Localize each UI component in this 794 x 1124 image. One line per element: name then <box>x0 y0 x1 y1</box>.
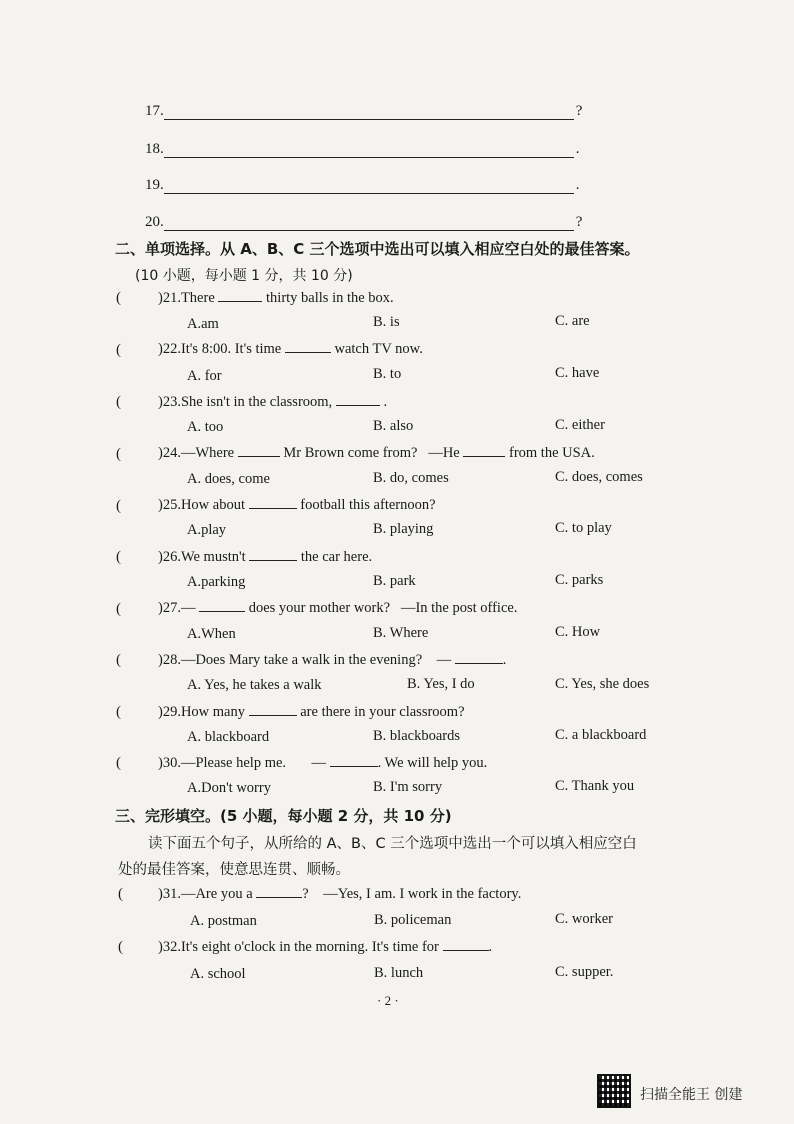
option-a[interactable]: A. does, come <box>187 471 270 487</box>
answer-line-20[interactable] <box>145 213 582 231</box>
answer-line-end: ? <box>575 103 583 119</box>
option-c[interactable]: C. How <box>555 624 601 640</box>
option-c[interactable]: C. a blackboard <box>555 727 647 743</box>
question-stem: Mr Brown come from? <box>283 445 418 461</box>
question-stem: . <box>502 652 507 668</box>
answer-paren[interactable]: ( <box>116 755 121 771</box>
blank[interactable] <box>443 938 489 951</box>
question-stem: thirty balls in the box. <box>266 290 394 306</box>
question-stem: )32.It's eight o'clock in the morning. It's time for <box>158 939 439 955</box>
blank[interactable] <box>336 393 380 406</box>
question-stem: )29.How many <box>158 704 245 720</box>
question-stem: )25.How about <box>158 497 245 513</box>
scanner-watermark: 扫描全能王 创建 <box>640 1087 743 1103</box>
option-a[interactable]: A. postman <box>190 913 257 929</box>
section3-title: 三、完形填空。(5 小题，每小题 2 分，共 10 分) <box>115 807 452 825</box>
answer-paren[interactable]: ( <box>116 342 121 358</box>
blank[interactable] <box>256 885 302 898</box>
question-stem: watch TV now. <box>334 341 423 357</box>
question-31 <box>158 885 521 903</box>
option-c[interactable]: C. worker <box>555 911 613 927</box>
answer-rule <box>164 143 574 158</box>
question-stem: — <box>311 755 326 771</box>
blank[interactable] <box>199 599 245 612</box>
option-b[interactable]: B. do, comes <box>373 470 449 486</box>
answer-paren[interactable]: ( <box>118 886 123 902</box>
section3-instruction-line2: 处的最佳答案，使意思连贯、顺畅。 <box>118 862 350 878</box>
option-b[interactable]: B. policeman <box>374 912 452 928</box>
option-b[interactable]: B. Where <box>373 625 429 641</box>
option-c[interactable]: C. does, comes <box>555 469 643 485</box>
section2-subtitle: (10 小题，每小题 1 分，共 10 分) <box>135 268 353 284</box>
option-a[interactable]: A. school <box>190 966 246 982</box>
answer-paren[interactable]: ( <box>116 290 121 306</box>
option-b[interactable]: B. park <box>373 573 416 589</box>
blank[interactable] <box>285 340 331 353</box>
answer-rule <box>164 216 574 231</box>
question-stem: )22.It's 8:00. It's time <box>158 341 282 357</box>
option-b[interactable]: B. lunch <box>374 965 424 981</box>
option-c[interactable]: C. Yes, she does <box>555 676 650 692</box>
answer-paren[interactable]: ( <box>118 939 123 955</box>
question-24 <box>158 444 595 462</box>
question-28 <box>158 651 506 669</box>
option-c[interactable]: C. have <box>555 365 600 381</box>
option-a[interactable]: A. Yes, he takes a walk <box>187 677 322 693</box>
question-30 <box>158 754 487 772</box>
answer-paren[interactable]: ( <box>116 704 121 720</box>
question-29 <box>158 703 465 721</box>
option-c[interactable]: C. either <box>555 417 605 433</box>
option-a[interactable]: A.play <box>187 522 227 538</box>
answer-rule <box>164 179 574 194</box>
answer-line-end: . <box>575 177 580 193</box>
answer-line-18[interactable] <box>145 140 580 158</box>
question-23 <box>158 393 387 411</box>
blank[interactable] <box>249 496 297 509</box>
question-22 <box>158 340 423 358</box>
option-a[interactable]: A.Don't worry <box>187 780 271 796</box>
blank[interactable] <box>463 444 505 457</box>
answer-line-19[interactable] <box>145 176 580 194</box>
question-26 <box>158 548 372 566</box>
question-25 <box>158 496 436 514</box>
option-c[interactable]: C. parks <box>555 572 604 588</box>
answer-line-end: ? <box>575 214 583 230</box>
option-c[interactable]: C. are <box>555 313 590 329</box>
question-stem: )28.—Does Mary take a walk in the evening? <box>158 652 423 668</box>
qr-code-icon <box>597 1074 631 1108</box>
option-c[interactable]: C. supper. <box>555 964 614 980</box>
option-b[interactable]: B. also <box>373 418 414 434</box>
question-stem: — <box>436 652 452 668</box>
question-stem: ? <box>302 886 309 902</box>
question-stem: )27.— <box>158 600 196 616</box>
question-32 <box>158 938 492 956</box>
question-stem: )30.—Please help me. <box>158 755 287 771</box>
option-b[interactable]: B. Yes, I do <box>407 676 475 692</box>
answer-line-number: 20. <box>145 214 164 230</box>
section3-instruction-line1: 读下面五个句子，从所给的 A、B、C 三个选项中选出一个可以填入相应空白 <box>148 836 637 852</box>
question-stem: )23.She isn't in the classroom, <box>158 394 333 410</box>
option-c[interactable]: C. Thank you <box>555 778 635 794</box>
answer-line-number: 18. <box>145 141 164 157</box>
answer-line-number: 17. <box>145 103 164 119</box>
option-a[interactable]: A. too <box>187 419 224 435</box>
question-stem: )21.There <box>158 290 215 306</box>
option-b[interactable]: B. I'm sorry <box>373 779 443 795</box>
answer-paren[interactable]: ( <box>116 394 121 410</box>
question-stem: . <box>488 939 493 955</box>
answer-paren[interactable]: ( <box>116 498 121 514</box>
option-a[interactable]: A. blackboard <box>187 729 270 745</box>
blank[interactable] <box>330 754 378 767</box>
question-stem: the car here. <box>300 549 373 565</box>
question-stem: )26.We mustn't <box>158 549 246 565</box>
question-stem: )31.—Are you a <box>158 886 253 902</box>
question-stem: —In the post office. <box>400 600 518 616</box>
blank[interactable] <box>218 289 262 302</box>
blank[interactable] <box>238 444 280 457</box>
question-stem: football this afternoon? <box>300 497 436 513</box>
question-21 <box>158 289 394 307</box>
answer-line-end: . <box>575 141 580 157</box>
section2-title: 二、单项选择。从 A、B、C 三个选项中选出可以填入相应空白处的最佳答案。 <box>115 240 640 258</box>
answer-line-17[interactable] <box>145 102 582 120</box>
option-c[interactable]: C. to play <box>555 520 612 536</box>
question-stem: does your mother work? <box>248 600 391 616</box>
option-a[interactable]: A.parking <box>187 574 246 590</box>
option-b[interactable]: B. is <box>373 314 400 330</box>
question-stem: —He <box>428 445 460 461</box>
option-a[interactable]: A.When <box>187 626 236 642</box>
blank[interactable] <box>249 703 297 716</box>
answer-paren[interactable]: ( <box>116 446 121 462</box>
option-a[interactable]: A.am <box>187 316 219 332</box>
answer-paren[interactable]: ( <box>116 652 121 668</box>
answer-paren[interactable]: ( <box>116 549 121 565</box>
option-a[interactable]: A. for <box>187 368 222 384</box>
answer-line-number: 19. <box>145 177 164 193</box>
question-stem: . <box>383 394 388 410</box>
option-b[interactable]: B. playing <box>373 521 434 537</box>
option-b[interactable]: B. blackboards <box>373 728 460 744</box>
blank[interactable] <box>455 651 503 664</box>
question-stem: . We will help you. <box>377 755 488 771</box>
question-stem: from the USA. <box>508 445 595 461</box>
answer-rule <box>164 105 574 120</box>
option-b[interactable]: B. to <box>373 366 402 382</box>
question-stem: )24.—Where <box>158 445 235 461</box>
question-stem: are there in your classroom? <box>300 704 465 720</box>
question-stem: —Yes, I am. I work in the factory. <box>323 886 522 902</box>
question-27 <box>158 599 517 617</box>
page-number: · 2 · <box>377 993 399 1008</box>
blank[interactable] <box>249 548 297 561</box>
answer-paren[interactable]: ( <box>116 601 121 617</box>
